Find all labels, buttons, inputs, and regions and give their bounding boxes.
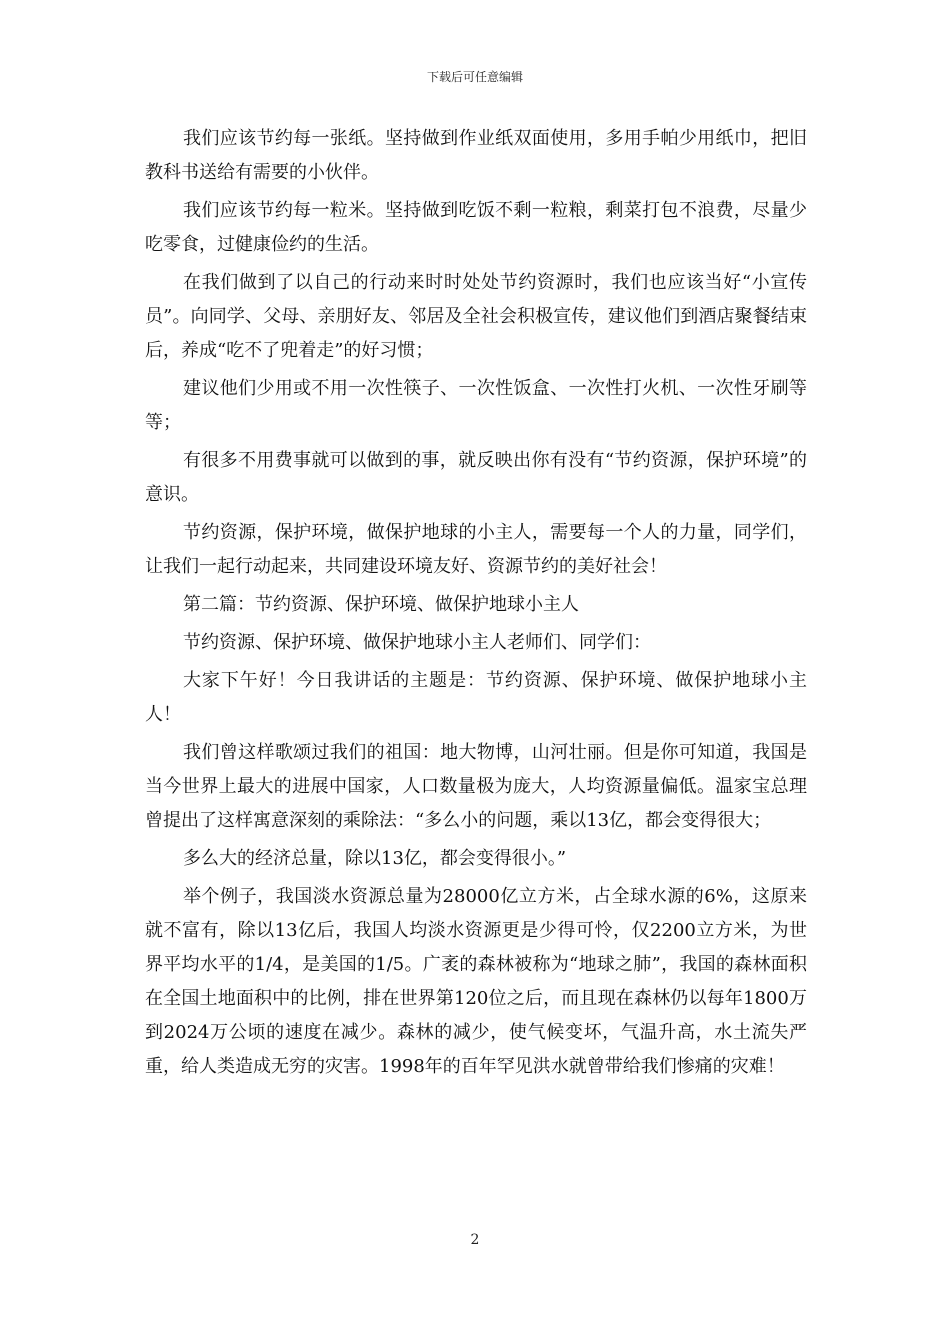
section-heading: 第二篇：节约资源、保护环境、做保护地球小主人 (183, 594, 579, 615)
paragraph: 我们应该节约每一粒米。坚持做到吃饭不剩一粒粮，剩菜打包不浪费，尽量少吃零食，过健康俭约的生活。 (145, 200, 807, 255)
paragraph: 节约资源，保护环境，做保护地球的小主人，需要每一个人的力量，同学们，让我们一起行动起来，共同建设环境友好、资源节约的美好社会！ (145, 522, 807, 577)
paragraph: 节约资源、保护环境、做保护地球小主人老师们、同学们： (183, 632, 651, 653)
page-header: 下载后可任意编辑 (426, 70, 523, 84)
paragraph: 举个例子，我国淡水资源总量为28000亿立方米，占全球水源的6%，这原来就不富有，除以13亿后，我国人均淡水资源更是少得可怜，仅2200立方米，为世界平均水平的1/4，是美国的1/5。广袤的森林被称为“地球之肺”，我国的森林面积在全国土地面积中的比例，排在世界第120位之后，而且现在森林仍以每年1800万到2024万公顷的速度在减少。森林的减少，使气候变坏，气温升高，水土流失严重，给人类造成无穷的灾害。1998年的百年罕见洪水就曾带给我们惨痛的灾难！ (145, 886, 807, 1077)
paragraph: 我们应该节约每一张纸。坚持做到作业纸双面使用，多用手帕少用纸巾，把旧教科书送给有需要的小伙伴。 (145, 128, 807, 183)
paragraph: 建议他们少用或不用一次性筷子、一次性饭盒、一次性打火机、一次性牙刷等等； (145, 378, 807, 433)
paragraph: 在我们做到了以自己的行动来时时处处节约资源时，我们也应该当好“小宣传员”。向同学、父母、亲朋好友、邻居及全社会积极宣传，建议他们到酒店聚餐结束后，养成“吃不了兜着走”的好习惯； (145, 272, 807, 361)
paragraph: 我们曾这样歌颂过我们的祖国：地大物博，山河壮丽。但是你可知道，我国是当今世界上最大的进展中国家，人口数量极为庞大，人均资源量偏低。温家宝总理曾提出了这样寓意深刻的乘除法：“多么小的问题，乘以13亿，都会变得很大； (145, 742, 807, 831)
document-body (145, 122, 807, 1084)
paragraph: 多么大的经济总量，除以13亿，都会变得很小。” (183, 848, 567, 869)
page-number: 2 (470, 1232, 480, 1248)
paragraph: 有很多不用费事就可以做到的事，就反映出你有没有“节约资源，保护环境”的意识。 (145, 450, 807, 505)
paragraph: 大家下午好！今日我讲话的主题是：节约资源、保护环境、做保护地球小主人！ (145, 670, 807, 725)
